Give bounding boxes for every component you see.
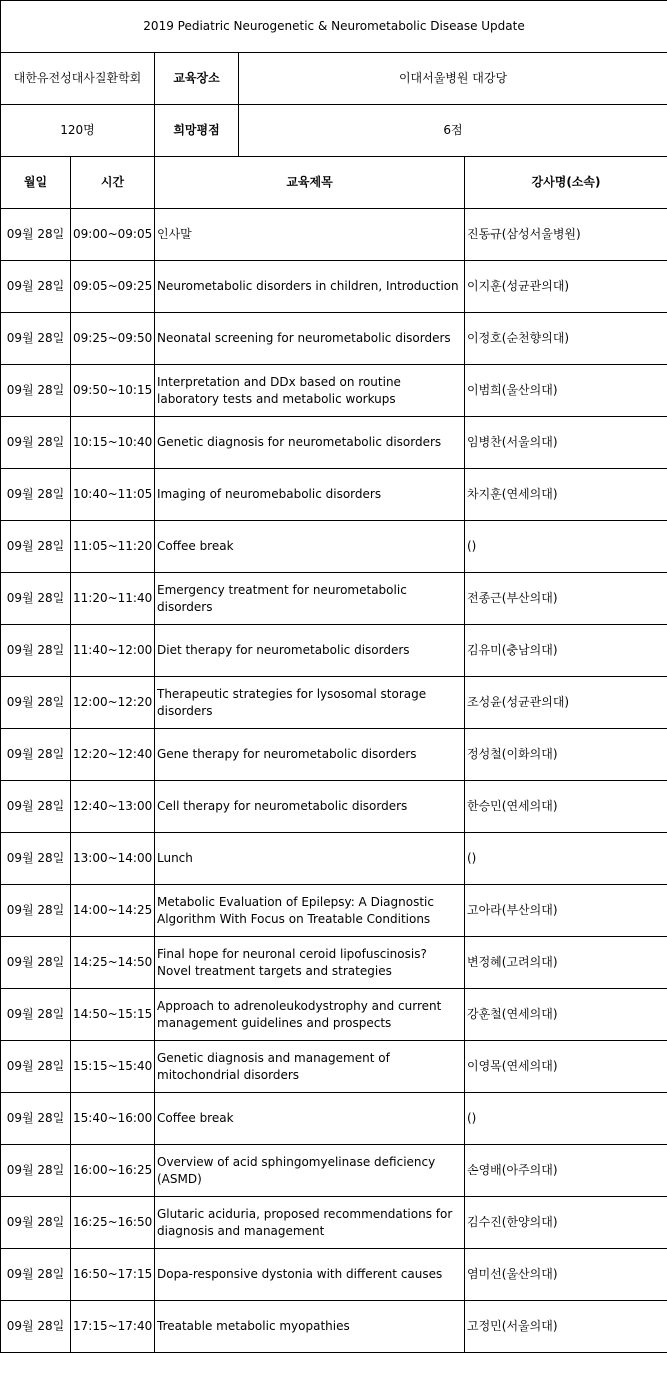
session-speaker: 이범희(울산의대) <box>465 365 667 417</box>
session-speaker: 염미선(울산의대) <box>465 1249 667 1301</box>
session-speaker: 진동규(삼성서울병원) <box>465 209 667 261</box>
session-date: 09월 28일 <box>1 937 71 989</box>
capacity: 120명 <box>1 105 155 157</box>
venue-row <box>1 53 667 105</box>
session-time: 11:40~12:00 <box>71 625 155 677</box>
session-topic: Treatable metabolic myopathies <box>155 1301 465 1353</box>
session-time: 10:15~10:40 <box>71 417 155 469</box>
table-row <box>1 1249 667 1301</box>
session-date: 09월 28일 <box>1 313 71 365</box>
session-date: 09월 28일 <box>1 781 71 833</box>
session-time: 09:05~09:25 <box>71 261 155 313</box>
session-speaker: 조성윤(성균관의대) <box>465 677 667 729</box>
session-time: 14:50~15:15 <box>71 989 155 1041</box>
session-topic: Coffee break <box>155 521 465 573</box>
table-row <box>1 521 667 573</box>
session-topic: Therapeutic strategies for lysosomal storage disorders <box>155 677 465 729</box>
session-speaker: 정성철(이화의대) <box>465 729 667 781</box>
session-speaker: 강훈철(연세의대) <box>465 989 667 1041</box>
session-time: 12:00~12:20 <box>71 677 155 729</box>
score: 6점 <box>239 105 667 157</box>
table-row <box>1 677 667 729</box>
venue-label: 교육장소 <box>155 53 239 105</box>
table-row <box>1 989 667 1041</box>
session-time: 09:50~10:15 <box>71 365 155 417</box>
session-topic: 인사말 <box>155 209 465 261</box>
table-row <box>1 1145 667 1197</box>
session-time: 09:25~09:50 <box>71 313 155 365</box>
table-row <box>1 1197 667 1249</box>
session-date: 09월 28일 <box>1 677 71 729</box>
table-row <box>1 1093 667 1145</box>
session-topic: Interpretation and DDx based on routine laboratory tests and metabolic workups <box>155 365 465 417</box>
header-topic: 교육제목 <box>155 157 465 209</box>
session-time: 11:05~11:20 <box>71 521 155 573</box>
session-time: 09:00~09:05 <box>71 209 155 261</box>
session-date: 09월 28일 <box>1 417 71 469</box>
header-row <box>1 157 667 209</box>
session-topic: Glutaric aciduria, proposed recommendations for diagnosis and management <box>155 1197 465 1249</box>
session-topic: Imaging of neuromebabolic disorders <box>155 469 465 521</box>
session-time: 12:20~12:40 <box>71 729 155 781</box>
session-time: 16:00~16:25 <box>71 1145 155 1197</box>
session-time: 14:00~14:25 <box>71 885 155 937</box>
table-row <box>1 625 667 677</box>
table-row <box>1 573 667 625</box>
session-topic: Emergency treatment for neurometabolic disorders <box>155 573 465 625</box>
session-topic: Gene therapy for neurometabolic disorders <box>155 729 465 781</box>
session-date: 09월 28일 <box>1 1145 71 1197</box>
session-speaker: () <box>465 833 667 885</box>
session-date: 09월 28일 <box>1 209 71 261</box>
session-date: 09월 28일 <box>1 1093 71 1145</box>
table-row <box>1 885 667 937</box>
session-date: 09월 28일 <box>1 521 71 573</box>
session-time: 15:40~16:00 <box>71 1093 155 1145</box>
session-date: 09월 28일 <box>1 885 71 937</box>
session-topic: Approach to adrenoleukodystrophy and current management guidelines and prospects <box>155 989 465 1041</box>
venue: 이대서울병원 대강당 <box>239 53 667 105</box>
session-speaker: 이영목(연세의대) <box>465 1041 667 1093</box>
session-date: 09월 28일 <box>1 365 71 417</box>
session-speaker: 고아라(부산의대) <box>465 885 667 937</box>
session-speaker: 김수진(한양의대) <box>465 1197 667 1249</box>
table-row <box>1 469 667 521</box>
table-row <box>1 729 667 781</box>
session-topic: Final hope for neuronal ceroid lipofuscinosis? Novel treatment targets and strategies <box>155 937 465 989</box>
session-date: 09월 28일 <box>1 261 71 313</box>
session-topic: Coffee break <box>155 1093 465 1145</box>
session-time: 16:50~17:15 <box>71 1249 155 1301</box>
organizer: 대한유전성대사질환학회 <box>1 53 155 105</box>
session-date: 09월 28일 <box>1 1249 71 1301</box>
event-title: 2019 Pediatric Neurogenetic & Neurometabolic Disease Update <box>1 1 667 53</box>
session-speaker: 차지훈(연세의대) <box>465 469 667 521</box>
session-topic: Genetic diagnosis for neurometabolic disorders <box>155 417 465 469</box>
table-row <box>1 209 667 261</box>
session-topic: Dopa-responsive dystonia with different causes <box>155 1249 465 1301</box>
table-row <box>1 1301 667 1353</box>
table-row <box>1 1041 667 1093</box>
session-topic: Neurometabolic disorders in children, Introduction <box>155 261 465 313</box>
session-speaker: 김유미(충남의대) <box>465 625 667 677</box>
session-date: 09월 28일 <box>1 833 71 885</box>
session-time: 13:00~14:00 <box>71 833 155 885</box>
session-time: 11:20~11:40 <box>71 573 155 625</box>
header-time: 시간 <box>71 157 155 209</box>
session-topic: Neonatal screening for neurometabolic disorders <box>155 313 465 365</box>
session-date: 09월 28일 <box>1 625 71 677</box>
session-date: 09월 28일 <box>1 729 71 781</box>
table-row <box>1 417 667 469</box>
session-speaker: () <box>465 1093 667 1145</box>
table-row <box>1 937 667 989</box>
session-time: 17:15~17:40 <box>71 1301 155 1353</box>
score-label: 희망평점 <box>155 105 239 157</box>
session-speaker: 임병찬(서울의대) <box>465 417 667 469</box>
session-time: 10:40~11:05 <box>71 469 155 521</box>
header-speaker: 강사명(소속) <box>465 157 667 209</box>
session-topic: Lunch <box>155 833 465 885</box>
session-topic: Genetic diagnosis and management of mitochondrial disorders <box>155 1041 465 1093</box>
session-speaker: 고정민(서울의대) <box>465 1301 667 1353</box>
title-row <box>1 1 667 53</box>
session-speaker: () <box>465 521 667 573</box>
session-date: 09월 28일 <box>1 469 71 521</box>
table-row <box>1 365 667 417</box>
session-date: 09월 28일 <box>1 989 71 1041</box>
session-speaker: 이지훈(성균관의대) <box>465 261 667 313</box>
session-topic: Cell therapy for neurometabolic disorders <box>155 781 465 833</box>
capacity-row <box>1 105 667 157</box>
session-date: 09월 28일 <box>1 1197 71 1249</box>
table-row <box>1 833 667 885</box>
session-speaker: 이정호(순천향의대) <box>465 313 667 365</box>
session-time: 12:40~13:00 <box>71 781 155 833</box>
session-speaker: 한승민(연세의대) <box>465 781 667 833</box>
table-row <box>1 313 667 365</box>
session-speaker: 변정혜(고려의대) <box>465 937 667 989</box>
session-time: 14:25~14:50 <box>71 937 155 989</box>
session-time: 16:25~16:50 <box>71 1197 155 1249</box>
session-speaker: 손영배(아주의대) <box>465 1145 667 1197</box>
session-date: 09월 28일 <box>1 573 71 625</box>
session-time: 15:15~15:40 <box>71 1041 155 1093</box>
session-date: 09월 28일 <box>1 1041 71 1093</box>
table-row <box>1 261 667 313</box>
session-topic: Diet therapy for neurometabolic disorders <box>155 625 465 677</box>
session-topic: Metabolic Evaluation of Epilepsy: A Diagnostic Algorithm With Focus on Treatable Conditions <box>155 885 465 937</box>
session-date: 09월 28일 <box>1 1301 71 1353</box>
table-row <box>1 781 667 833</box>
header-date: 월일 <box>1 157 71 209</box>
session-speaker: 전종근(부산의대) <box>465 573 667 625</box>
session-topic: Overview of acid sphingomyelinase deficiency (ASMD) <box>155 1145 465 1197</box>
